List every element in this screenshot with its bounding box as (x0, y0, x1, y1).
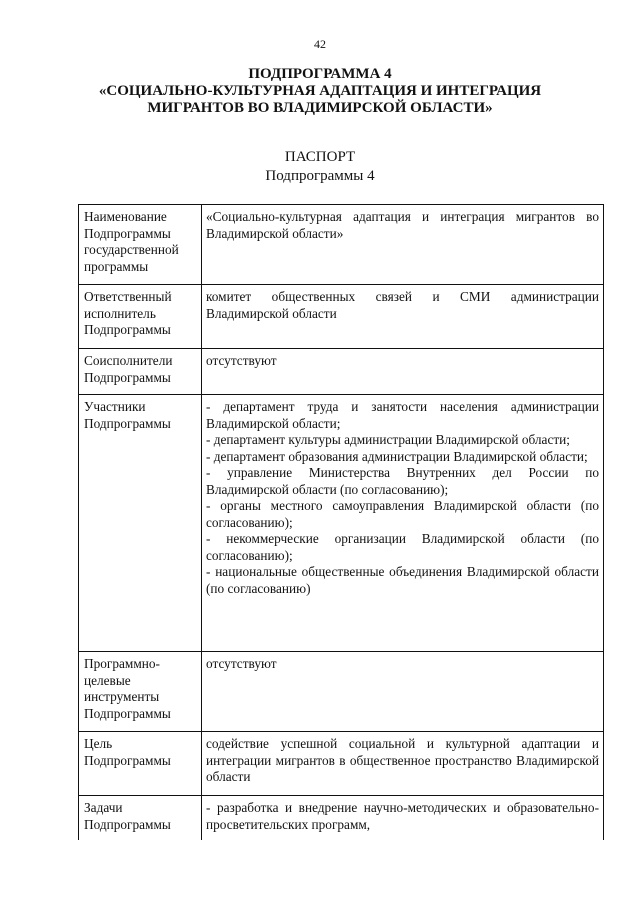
row-value: «Социально-культурная адаптация и интеграция мигрантов во Владимирской области» (202, 205, 604, 285)
row-label: Соисполнители Подпрограммы (79, 349, 202, 395)
heading-line-2: «СОЦИАЛЬНО-КУЛЬТУРНАЯ АДАПТАЦИЯ И ИНТЕГРАЦИЯ (98, 83, 542, 99)
row-label: Наименование Подпрограммы государственной программы (79, 205, 202, 285)
page-number: 42 (314, 37, 326, 51)
table-row-coexecutors (79, 349, 604, 395)
row-label: Ответственный исполнитель Подпрограммы (79, 285, 202, 349)
table-row-participants (79, 395, 604, 652)
table-row-instruments (79, 652, 604, 732)
list-item: - некоммерческие организации Владимирской области (по согласованию); (206, 531, 599, 563)
table-row-goal (79, 732, 604, 796)
heading-line-3: МИГРАНТОВ ВО ВЛАДИМИРСКОЙ ОБЛАСТИ» (147, 100, 493, 116)
list-item: - органы местного самоуправления Владимирской области (по согласованию); (206, 498, 599, 530)
row-value: отсутствуют (202, 652, 604, 732)
row-value: - разработка и внедрение научно-методических и образовательно-просветительских программ, (202, 796, 604, 840)
row-value: комитет общественных связей и СМИ администрации Владимирской области (202, 285, 604, 349)
row-label: Цель Подпрограммы (79, 732, 202, 796)
list-item: - управление Министерства Внутренних дел России по Владимирской области (по согласованию); (206, 465, 599, 497)
row-value: отсутствуют (202, 349, 604, 395)
subprogram-heading (0, 66, 640, 117)
row-label: Программно-целевые инструменты Подпрограммы (79, 652, 202, 732)
passport-heading (0, 148, 640, 186)
table-row-responsible (79, 285, 604, 349)
passport-subtitle: Подпрограммы 4 (265, 168, 375, 184)
heading-line-1: ПОДПРОГРАММА 4 (248, 66, 392, 82)
passport-title: ПАСПОРТ (284, 149, 356, 165)
row-label: Участники Подпрограммы (79, 395, 202, 652)
list-item: - департамент культуры администрации Владимирской области; (206, 432, 570, 447)
list-item: - национальные общественные объединения Владимирской области (по согласованию) (206, 564, 599, 596)
row-value: содействие успешной социальной и культурной адаптации и интеграции мигрантов в общественное пространство Владимирской области (202, 732, 604, 796)
row-label: Задачи Подпрограммы (79, 796, 202, 840)
table-row-name (79, 205, 604, 285)
table-row-tasks (79, 796, 604, 840)
passport-table (78, 204, 604, 840)
list-item: - департамент труда и занятости населения администрации Владимирской области; (206, 399, 599, 431)
participants-list (202, 395, 604, 652)
list-item: - департамент образования администрации Владимирской области; (206, 448, 588, 464)
